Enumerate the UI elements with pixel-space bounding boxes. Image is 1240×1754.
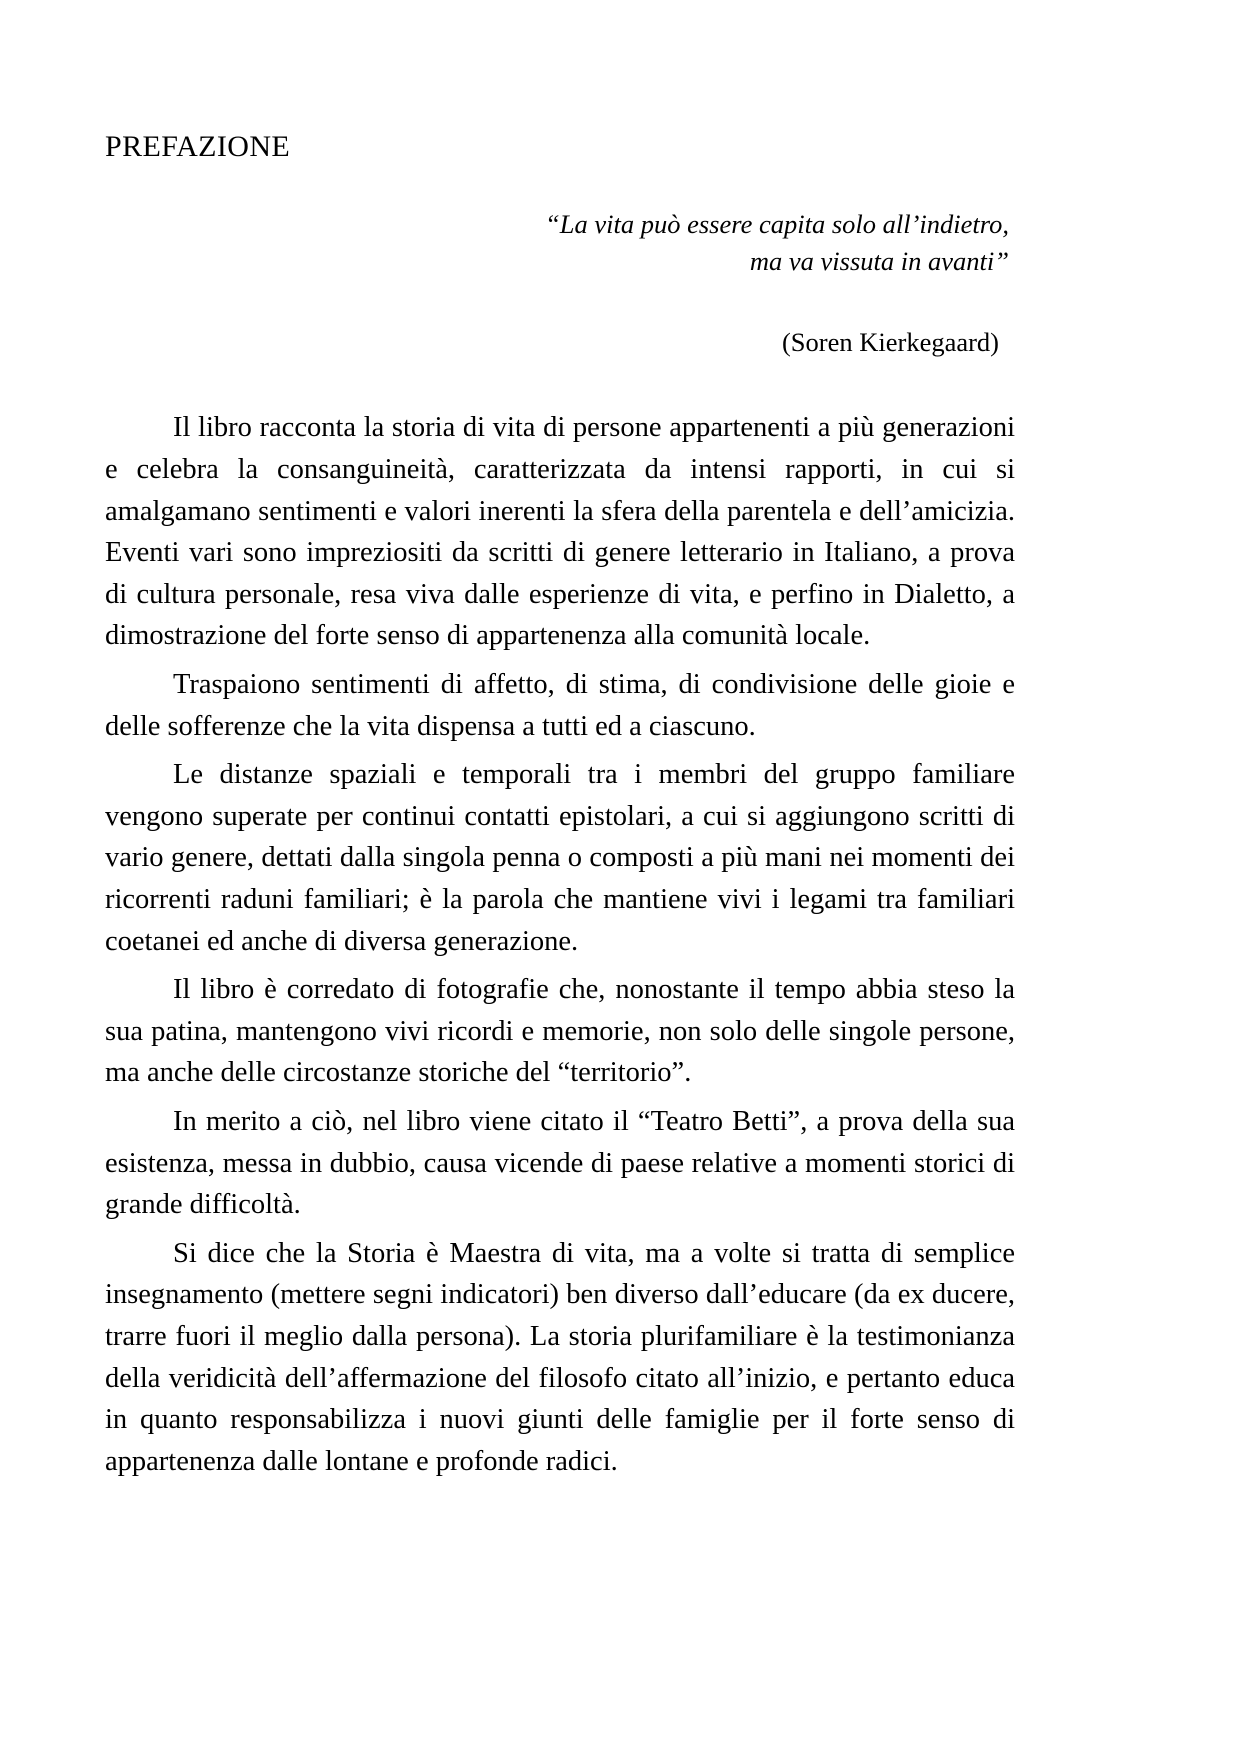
body-paragraph: Il libro è corredato di fotografie che, nonostante il tempo abbia steso la sua patina, mantengono vivi ricordi e memorie, non solo delle singole persone, ma anche delle circostanze storiche del “territorio”. — [105, 974, 1015, 1089]
body-paragraph: Si dice che la Storia è Maestra di vita, ma a volte si tratta di semplice insegnamento (mettere segni indicatori) ben diverso dall’educare (da ex ducere, trarre fuori il meglio dalla persona). La storia plurifamiliare è la testimonianza della veridicità dell’affermazione del filosofo citato all’inizio, e pertanto educa in quanto responsabilizza i nuovi giunti delle famiglie per il forte senso di appartenenza dalle lontane e profonde radici. — [105, 1237, 1015, 1477]
page-title: PREFAZIONE — [105, 130, 291, 163]
epigraph-attribution: (Soren Kierkegaard) — [781, 327, 999, 358]
epigraph-line-1: “La vita può essere capita solo all’indietro, — [545, 209, 1009, 239]
epigraph — [105, 206, 1015, 280]
body-paragraph: Il libro racconta la storia di vita di persone appartenenti a più generazioni e celebra la consanguineità, caratterizzata da intensi rapporti, in cui si amalgamano sentimenti e valori inerenti la sfera della parentela e dell’amicizia. Eventi vari sono impreziositi da scritti di genere letterario in Italiano, a prova di cultura personale, resa viva dalle esperienze di vita, e perfino in Dialetto, a dimostrazione del forte senso di appartenenza alla comunità locale. — [105, 412, 1015, 652]
body-paragraph: In merito a ciò, nel libro viene citato il “Teatro Betti”, a prova della sua esistenza, messa in dubbio, causa vicende di paese relative a momenti storici di grande difficoltà. — [105, 1106, 1015, 1221]
page-content — [105, 132, 1015, 1483]
epigraph-line-2: ma va vissuta in avanti” — [749, 246, 1009, 277]
body-paragraph: Traspaiono sentimenti di affetto, di stima, di condivisione delle gioie e delle sofferenze che la vita dispensa a tutti ed a ciascuno. — [105, 668, 1015, 742]
body-copy — [105, 407, 1015, 1482]
body-paragraph: Le distanze spaziali e temporali tra i membri del gruppo familiare vengono superate per continui contatti epistolari, a cui si aggiungono scritti di vario genere, dettati dalla singola penna o composti a più mani nei momenti dei ricorrenti raduni familiari; è la parola che mantiene vivi i legami tra familiari coetanei ed anche di diversa generazione. — [105, 759, 1015, 957]
